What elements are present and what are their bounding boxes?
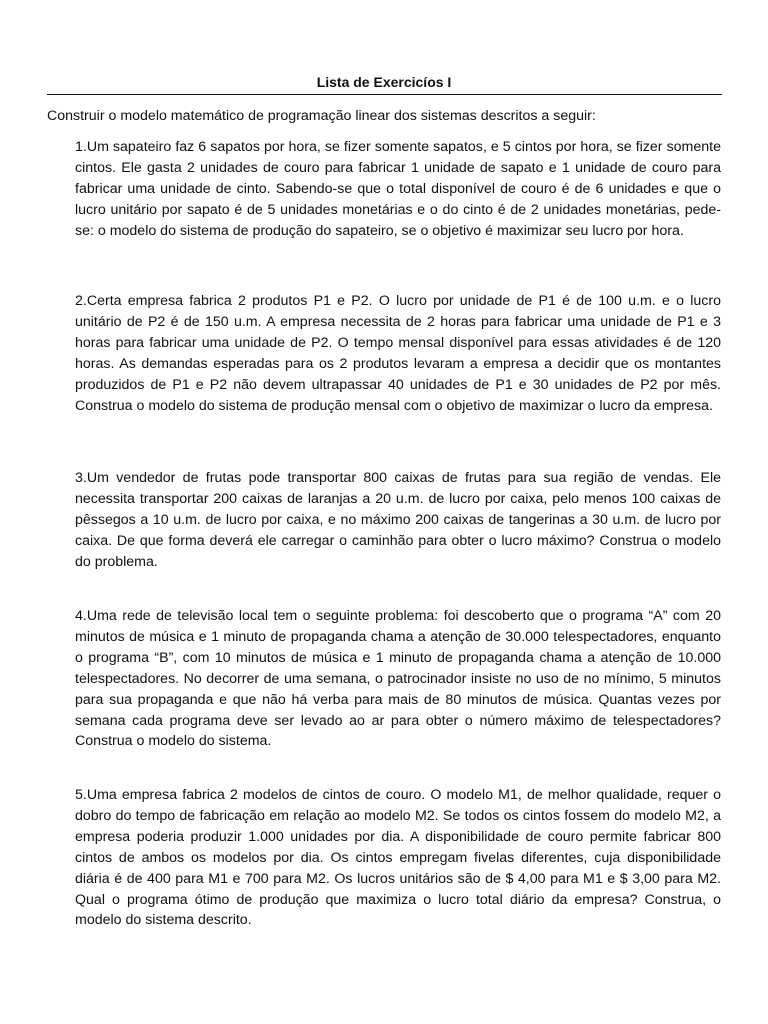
- exercise-3: 3.Um vendedor de frutas pode transportar 800 caixas de frutas para sua região de vendas. Ele necessita transportar 200 caixas de laranjas a 20 u.m. de lucro por caixa, pelo menos 100 caixas de pêssegos a 10 u.m. de lucro por caixa, e no máximo 200 caixas de tangerinas a 30 u.m. de lucro por caixa. De que forma deverá ele carregar o caminhão para obter o lucro máximo? Construa o modelo do problema.: [75, 470, 721, 570]
- exercise-5: 5.Uma empresa fabrica 2 modelos de cintos de couro. O modelo M1, de melhor qualidade, requer o dobro do tempo de fabricação em relação ao modelo M2. Se todos os cintos fossem do modelo M2, a empresa poderia produzir 1.000 unidades por dia. A disponibilidade de couro permite fabricar 800 cintos de ambos os modelos por dia. Os cintos empregam fivelas diferentes, cuja disponibilidade diária é de 400 para M1 e 700 para M2. Os lucros unitários são de $ 4,00 para M1 e $ 3,00 para M2. Qual o programa ótimo de produção que maximiza o lucro total diário da empresa? Construa, o modelo do sistema descrito.: [75, 787, 721, 929]
- document-title: Lista de Exercicíos I: [316, 74, 452, 90]
- title-divider: [47, 94, 722, 95]
- exercise-1: 1.Um sapateiro faz 6 sapatos por hora, se fizer somente sapatos, e 5 cintos por hora, se fizer somente cintos. Ele gasta 2 unidades de couro para fabricar 1 unidade de sapato e 1 unidade de couro para fabricar uma unidade de cinto. Sabendo-se que o total disponível de couro é de 6 unidades e que o lucro unitário por sapato é de 5 unidades monetárias e o do cinto é de 2 unidades monetárias, pede-se: o modelo do sistema de produção do sapateiro, se o objetivo é maximizar seu lucro por hora.: [75, 139, 721, 239]
- exercise-4: 4.Uma rede de televisão local tem o seguinte problema: foi descoberto que o programa “A” com 20 minutos de música e 1 minuto de propaganda chama a atenção de 30.000 telespectadores, enquanto o programa “B”, com 10 minutos de música e 1 minuto de propaganda chama a atenção de 10.000 telespectadores. No decorrer de uma semana, o patrocinador insiste no uso de no mínimo, 5 minutos para sua propaganda e que não há verba para mais de 80 minutos de música. Quantas vezes por semana cada programa deve ser levado ao ar para obter o número máximo de telespectadores? Construa o modelo do sistema.: [75, 608, 721, 750]
- intro-text: Construir o modelo matemático de programação linear dos sistemas descritos a seguir:: [47, 108, 596, 124]
- exercise-2: 2.Certa empresa fabrica 2 produtos P1 e P2. O lucro por unidade de P1 é de 100 u.m. e o lucro unitário de P2 é de 150 u.m. A empresa necessita de 2 horas para fabricar uma unidade de P1 e 3 horas para fabricar uma unidade de P2. O tempo mensal disponível para essas atividades é de 120 horas. As demandas esperadas para os 2 produtos levaram a empresa a decidir que os montantes produzidos de P1 e P2 não devem ultrapassar 40 unidades de P1 e 30 unidades de P2 por mês. Construa o modelo do sistema de produção mensal com o objetivo de maximizar o lucro da empresa.: [75, 293, 721, 414]
